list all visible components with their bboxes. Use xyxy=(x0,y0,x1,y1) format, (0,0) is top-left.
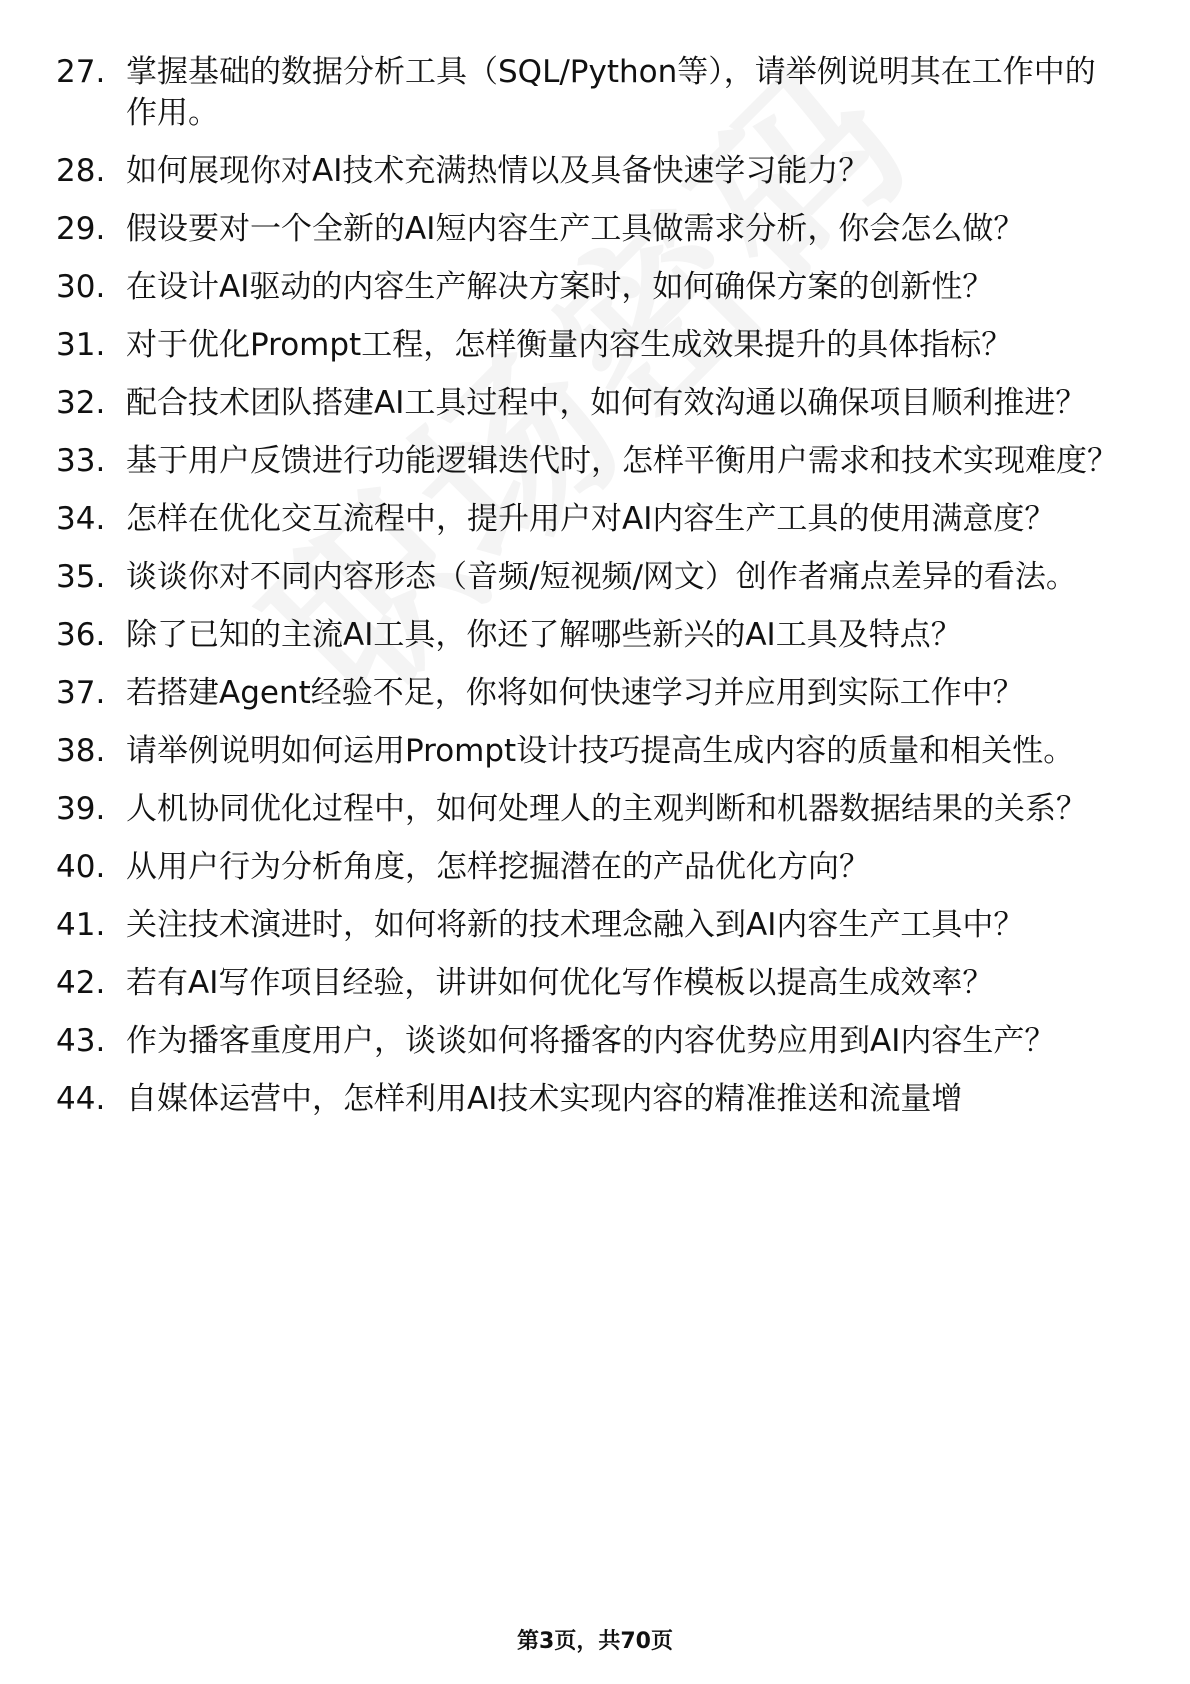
question-number: 40. xyxy=(56,849,106,885)
question-text: 人机协同优化过程中，如何处理人的主观判断和机器数据结果的关系？ xyxy=(126,791,1087,827)
question-text: 怎样在优化交互流程中，提升用户对AI内容生产工具的使用满意度？ xyxy=(126,501,1056,537)
question-list xyxy=(56,52,1136,1137)
question-number: 43. xyxy=(56,1023,106,1059)
question-number: 32. xyxy=(56,385,106,421)
question-item xyxy=(56,151,1136,192)
question-text: 对于优化Prompt工程，怎样衡量内容生成效果提升的具体指标？ xyxy=(126,327,1013,363)
question-item xyxy=(56,615,1136,656)
question-number: 38. xyxy=(56,733,106,769)
question-text: 基于用户反馈进行功能逻辑迭代时，怎样平衡用户需求和技术实现难度？ xyxy=(126,443,1118,479)
question-text: 关注技术演进时，如何将新的技术理念融入到AI内容生产工具中？ xyxy=(126,907,1025,943)
question-item xyxy=(56,52,1136,134)
question-text: 假设要对一个全新的AI短内容生产工具做需求分析，你会怎么做？ xyxy=(126,211,1025,247)
question-text: 自媒体运营中，怎样利用AI技术实现内容的精准推送和流量增 xyxy=(126,1081,963,1117)
question-item xyxy=(56,267,1136,308)
page-number-footer: 第3页，共70页 xyxy=(517,1629,673,1654)
question-number: 41. xyxy=(56,907,106,943)
question-item xyxy=(56,499,1136,540)
question-item xyxy=(56,963,1136,1004)
question-item xyxy=(56,1079,1136,1120)
question-item xyxy=(56,209,1136,250)
question-item xyxy=(56,847,1136,888)
question-text: 谈谈你对不同内容形态（音频/短视频/网文）创作者痛点差异的看法。 xyxy=(126,559,1077,595)
question-item xyxy=(56,441,1136,482)
question-item xyxy=(56,383,1136,424)
question-number: 37. xyxy=(56,675,106,711)
question-item xyxy=(56,325,1136,366)
question-number: 33. xyxy=(56,443,106,479)
question-text: 配合技术团队搭建AI工具过程中，如何有效沟通以确保项目顺利推进？ xyxy=(126,385,1087,421)
question-item xyxy=(56,557,1136,598)
question-number: 35. xyxy=(56,559,106,595)
question-text: 在设计AI驱动的内容生产解决方案时，如何确保方案的创新性？ xyxy=(126,269,994,305)
question-text: 请举例说明如何运用Prompt设计技巧提高生成内容的质量和相关性。 xyxy=(126,733,1075,769)
question-item xyxy=(56,789,1136,830)
question-number: 36. xyxy=(56,617,106,653)
question-text: 作为播客重度用户，谈谈如何将播客的内容优势应用到AI内容生产？ xyxy=(126,1023,1056,1059)
question-number: 30. xyxy=(56,269,106,305)
question-number: 31. xyxy=(56,327,106,363)
question-text: 从用户行为分析角度，怎样挖掘潜在的产品优化方向？ xyxy=(126,849,870,885)
question-item xyxy=(56,905,1136,946)
question-text: 除了已知的主流AI工具，你还了解哪些新兴的AI工具及特点？ xyxy=(126,617,962,653)
question-number: 28. xyxy=(56,153,106,189)
question-item xyxy=(56,1021,1136,1062)
question-number: 44. xyxy=(56,1081,106,1117)
question-text: 如何展现你对AI技术充满热情以及具备快速学习能力？ xyxy=(126,153,870,189)
question-item xyxy=(56,673,1136,714)
question-number: 27. xyxy=(56,54,106,90)
question-number: 39. xyxy=(56,791,106,827)
question-text: 掌握基础的数据分析工具（SQL/Python等），请举例说明其在工作中的作用。 xyxy=(126,54,1096,131)
question-number: 42. xyxy=(56,965,106,1001)
question-number: 29. xyxy=(56,211,106,247)
question-number: 34. xyxy=(56,501,106,537)
question-text: 若有AI写作项目经验，讲讲如何优化写作模板以提高生成效率？ xyxy=(126,965,994,1001)
question-item xyxy=(56,731,1136,772)
question-text: 若搭建Agent经验不足，你将如何快速学习并应用到实际工作中？ xyxy=(126,675,1024,711)
